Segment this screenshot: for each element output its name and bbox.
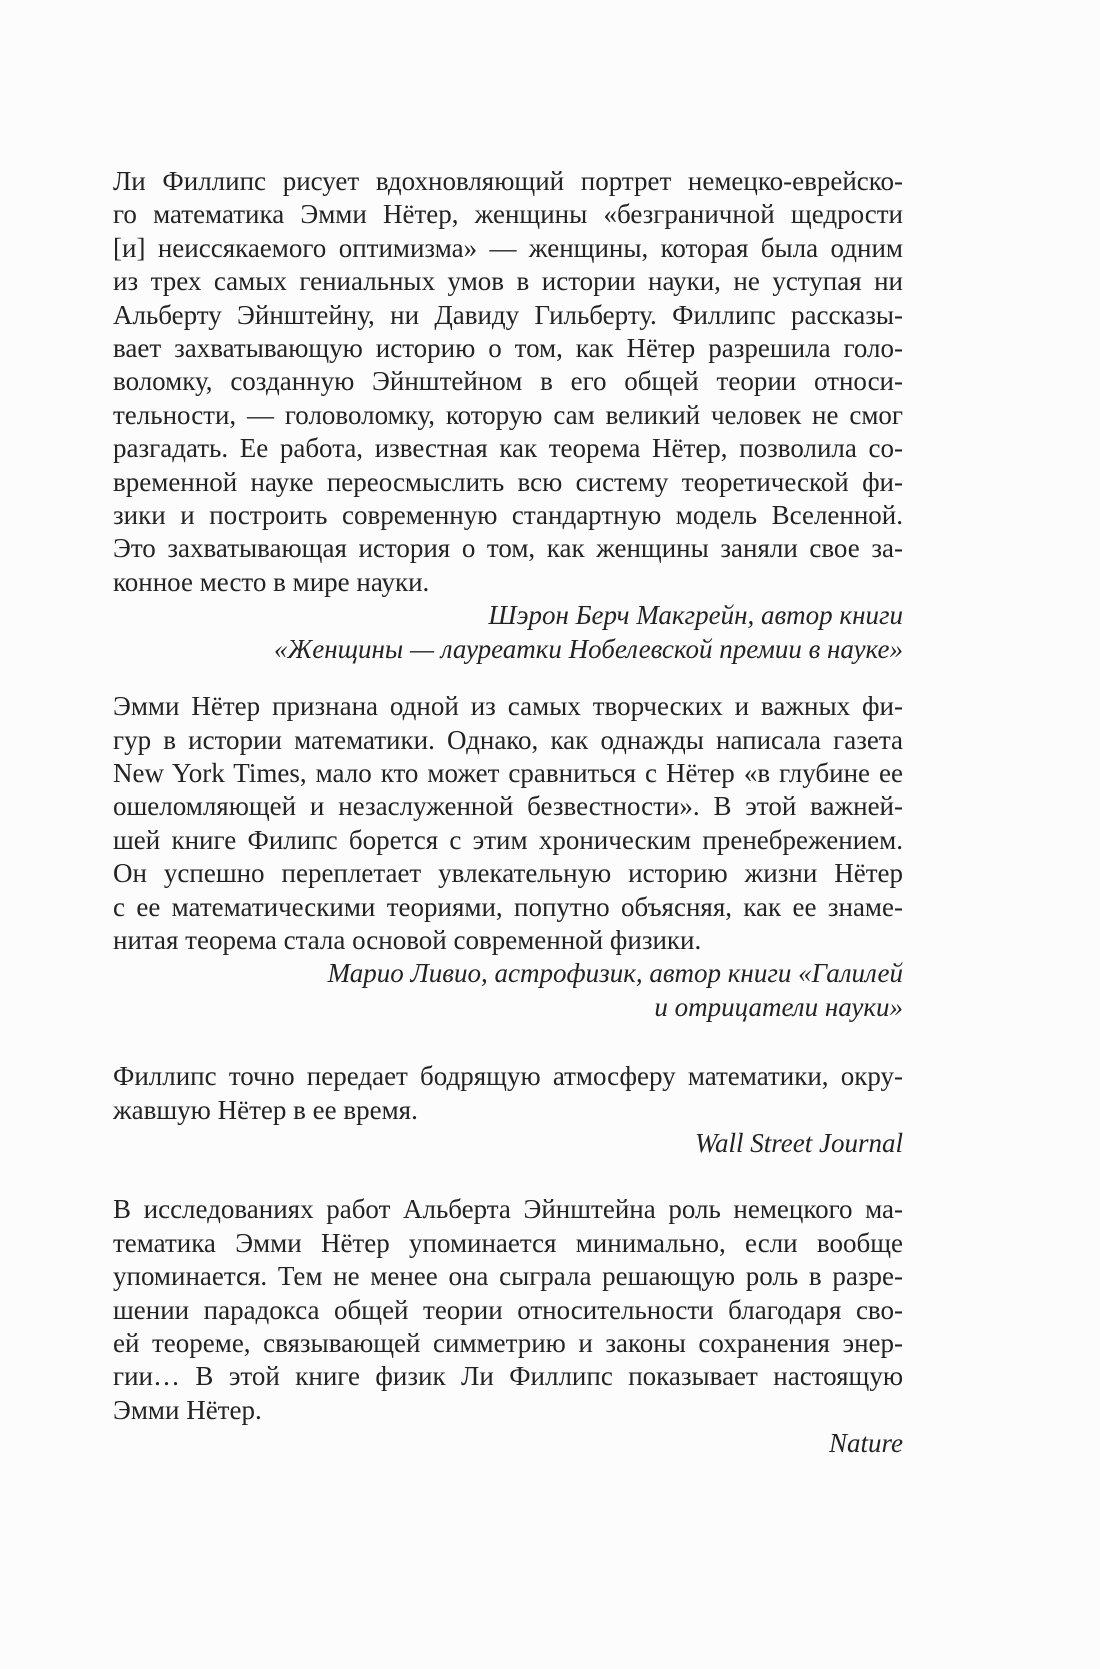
quote-line: тельности, — головоломку, которую сам великий человек не смог xyxy=(113,399,903,430)
quote-line: Ли Филлипс рисует вдохновляющий портрет немецко-еврейско- xyxy=(113,166,903,196)
quote-line: конное место в мире науки. xyxy=(113,566,430,597)
quote-attribution xyxy=(113,1127,903,1160)
quote-text xyxy=(113,690,903,957)
quote-line: [и] неиссякаемого оптимизма» — женщины, которая была одним xyxy=(113,232,903,263)
quote-line: New York Times, мало кто может сравниться с Нётер «в глубине ее xyxy=(113,757,903,788)
quote-line: разгадать. Ее работа, известная как теорема Нётер, позволила со- xyxy=(113,433,903,464)
quote-line: гии… В этой книге физик Ли Филлипс показывает настоящую xyxy=(113,1361,903,1392)
review-quote xyxy=(113,1193,903,1460)
quote-attribution xyxy=(113,599,903,666)
review-quote xyxy=(113,690,903,1024)
quote-line: Эмми Нётер признана одной из самых творческих и важных фи- xyxy=(113,691,903,722)
quote-line: воломку, созданную Эйнштейном в его общей теории относи- xyxy=(113,366,903,397)
quote-line: го математика Эмми Нётер, женщины «безграничной щедрости xyxy=(113,199,903,230)
attribution-line: «Женщины — лауреатки Нобелевской премии в науке» xyxy=(274,633,903,664)
quote-line: Альберту Эйнштейну, ни Давиду Гильберту. Филлипс рассказы- xyxy=(113,299,903,330)
quote-line: Он успешно переплетает увлекательную историю жизни Нётер xyxy=(113,858,903,889)
quote-line: тематика Эмми Нётер упоминается минимально, если вообще xyxy=(113,1227,903,1258)
quote-line: временной науке переосмыслить всю систему теоретической фи- xyxy=(113,466,903,497)
quote-line: из трех самых гениальных умов в истории науки, не уступая ни xyxy=(113,266,903,297)
attribution-line: Шэрон Берч Макгрейн, автор книги xyxy=(488,600,903,631)
attribution-line: Nature xyxy=(829,1428,903,1459)
quote-line: с ее математическими теориями, попутно объясняя, как ее знаме- xyxy=(113,891,903,922)
review-quote xyxy=(113,165,903,666)
quote-text xyxy=(113,1193,903,1427)
quote-attribution xyxy=(113,957,903,1024)
attribution-line: Wall Street Journal xyxy=(695,1127,903,1158)
quote-line: шении парадокса общей теории относительности благодаря сво- xyxy=(113,1294,903,1325)
quote-line: ошеломляющей и незаслуженной безвестности». В этой важней- xyxy=(113,791,903,822)
quote-line: гур в истории математики. Однако, как однажды написала газета xyxy=(113,724,903,755)
quote-line: Филлипс точно передает бодрящую атмосферу математики, окру- xyxy=(113,1061,903,1092)
quote-line: Это захватывающая история о том, как женщины заняли свое за- xyxy=(113,533,903,564)
quote-line: зики и построить современную стандартную модель Вселенной. xyxy=(113,500,903,531)
quote-line: жавшую Нётер в ее время. xyxy=(113,1094,418,1125)
quote-line: Эмми Нётер. xyxy=(113,1394,262,1425)
quote-line: нитая теорема стала основой современной физики. xyxy=(113,924,702,955)
quote-text xyxy=(113,1060,903,1127)
quote-line: ей теореме, связывающей симметрию и законы сохранения энер- xyxy=(113,1328,903,1358)
attribution-line: Марио Ливио, астрофизик, автор книги «Галилей xyxy=(327,958,903,989)
review-quote xyxy=(113,1060,903,1160)
attribution-line: и отрицатели науки» xyxy=(654,991,903,1022)
quote-line: В исследованиях работ Альберта Эйнштейна роль немецкого ма- xyxy=(113,1194,903,1225)
quote-attribution xyxy=(113,1427,903,1460)
quote-line: вает захватывающую историю о том, как Нётер разрешила голо- xyxy=(113,333,903,364)
quote-line: упоминается. Тем не менее она сыграла решающую роль в разре- xyxy=(113,1261,903,1292)
quote-line: шей книге Филипс борется с этим хроническим пренебрежением. xyxy=(113,824,903,855)
quote-text xyxy=(113,165,903,599)
book-page xyxy=(113,165,903,1461)
